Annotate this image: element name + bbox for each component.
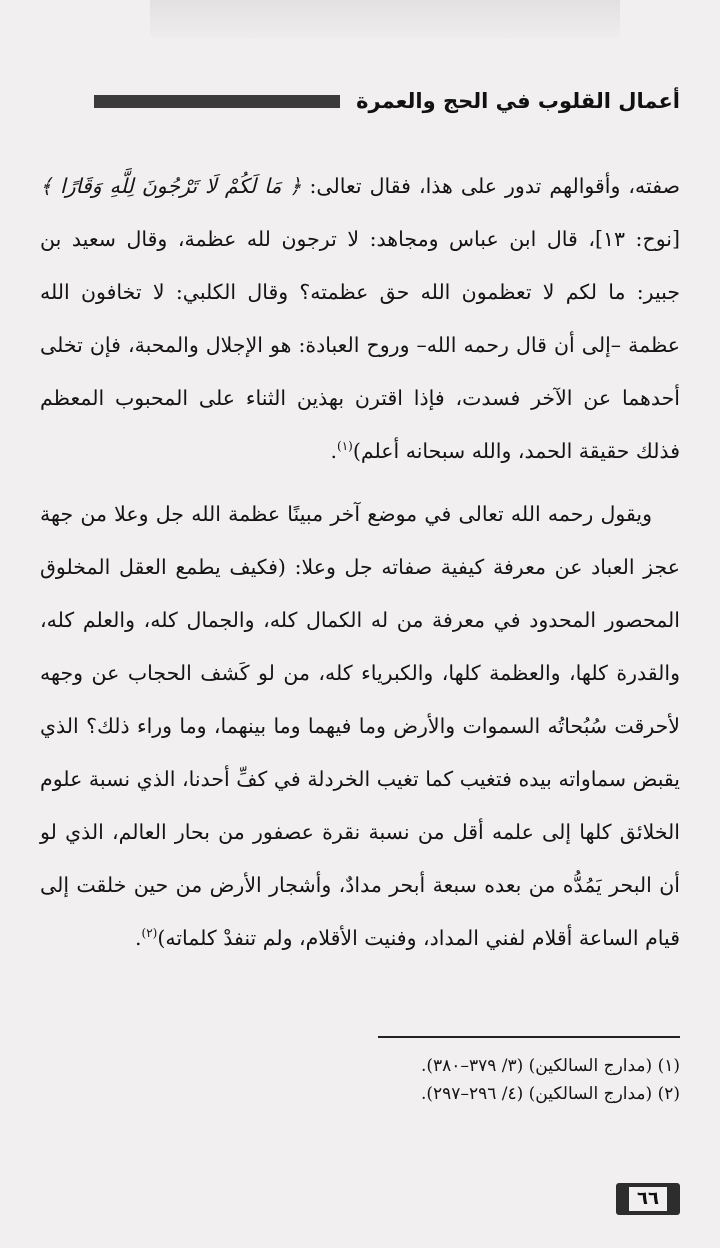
footnotes [40, 1052, 680, 1108]
page-number-box [616, 1183, 680, 1215]
paragraph-1 [40, 160, 680, 478]
running-header [94, 86, 680, 116]
footnote-separator [378, 1036, 680, 1038]
footnote-1: (١) (مدارج السالكين) (٣/ ٣٧٩–٣٨٠). [421, 1056, 680, 1076]
paragraph-2 [40, 488, 680, 965]
page-top-shadow [150, 0, 620, 38]
paragraph-2-end: . [134, 926, 142, 950]
footnote-2: (٢) (مدارج السالكين) (٤/ ٢٩٦–٢٩٧). [421, 1084, 680, 1104]
header-rule-bar [94, 95, 340, 108]
paragraph-1-text: [نوح: ١٣]، قال ابن عباس ومجاهد: لا ترجون لله عظمة، وقال سعيد بن جبير: ما لكم لا تعظمون الله حق عظمته؟ وقال الكلبي: لا تخافون الله عظمة –إلى أن قال رحمه الله– وروح العبادة: هو الإجلال والمحبة، فإن تخلى أحدهما عن الآخر فسدت، فإذا اقترن بهذين الثناء على المحبوب المعظم فذلك حقيقة الحمد، والله سبحانه أعلم) [40, 227, 680, 463]
paragraph-2-text: ويقول رحمه الله تعالى في موضع آخر مبينًا عظمة الله جل وعلا من جهة عجز العباد عن معرفة كيفية صفاته جل وعلا: (فكيف يطمع العقل المخلوق المحصور المحدود في معرفة من له الكمال كله، والجمال كله، والعلم كله، والقدرة كلها، والعظمة كلها، والكبرياء كله، من لو كَشف الحجاب عن وجهه لأحرقت سُبُحاتُه السموات والأرض وما فيهما وما بينهما، وما وراء ذلك؟ الذي يقبض سماواته بيده فتغيب كما تغيب الخردلة في كفِّ أحدنا، الذي نسبة علوم الخلائق كلها إلى علمه أقل من نسبة نقرة عصفور من بحار العالم، الذي لو أن البحر يَمُدُّه من بعده سبعة أبحر مدادٌ، وأشجار الأرض من حين خلقت إلى قيام الساعة أقلام لفني المداد، وفنيت الأقلام، ولم تنفدْ كلماته) [40, 502, 680, 950]
header-title: أعمال القلوب في الحج والعمرة [356, 89, 680, 113]
paragraph-1-intro: صفته، وأقوالهم تدور على هذا، فقال تعالى: [301, 174, 680, 198]
main-text [40, 160, 680, 965]
footnote-ref-2: (٢) [141, 926, 158, 941]
paragraph-1-end: . [330, 439, 337, 463]
page-number: ٦٦ [629, 1187, 667, 1211]
quran-verse: ﴿ مَا لَكُمْ لَا تَرْجُونَ لِلَّهِ وَقَارًا ﴾ [40, 174, 302, 198]
footnote-ref-1: (١) [337, 439, 353, 454]
